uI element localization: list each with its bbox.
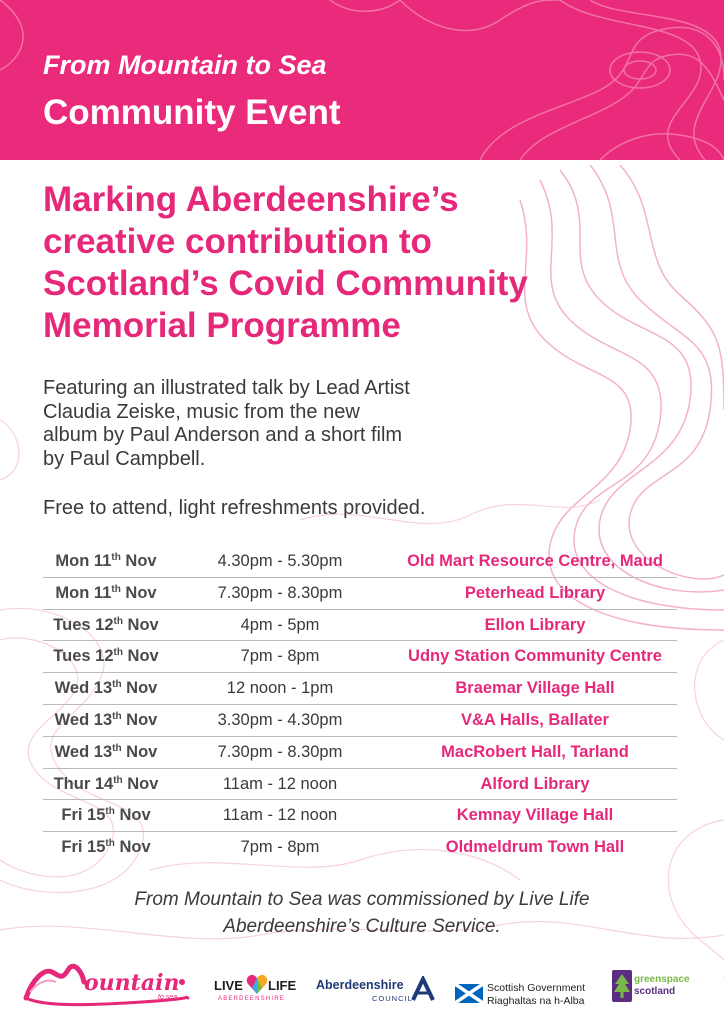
scotgov-name-gaelic: Riaghaltas na h-Alba	[487, 995, 585, 1007]
aberdeenshire-council-logo	[316, 976, 436, 1010]
greenspace-scotland-logo	[612, 970, 704, 1006]
event-schedule	[43, 546, 677, 864]
event-title: Community Event	[43, 93, 341, 132]
credit-line: Aberdeenshire’s Culture Service.	[223, 916, 501, 937]
saltire-flag-icon	[455, 984, 483, 1003]
intro-line: Featuring an illustrated talk by Lead Artist	[43, 377, 410, 399]
table-row	[43, 546, 677, 578]
mountain-logo-wordmark: ountain	[84, 970, 180, 996]
mountain-logo-tagline: to sea	[158, 994, 178, 1001]
event-venue: MacRobert Hall, Tarland	[441, 742, 629, 761]
event-date: Fri 15th Nov	[61, 838, 151, 857]
table-row	[43, 705, 677, 737]
headline-line: Scotland’s Covid Community	[43, 264, 528, 303]
event-date: Tues 12th Nov	[53, 647, 159, 666]
event-time: 4pm - 5pm	[240, 615, 320, 634]
event-date: Wed 13th Nov	[54, 710, 158, 729]
event-date: Wed 13th Nov	[54, 742, 158, 761]
event-series-title: From Mountain to Sea	[43, 50, 327, 80]
scotland-word: scotland	[634, 986, 676, 997]
event-date: Mon 11th Nov	[55, 583, 157, 602]
sponsor-logos	[0, 958, 724, 1024]
headline-line: Memorial Programme	[43, 306, 401, 345]
event-venue: Old Mart Resource Centre, Maud	[407, 552, 663, 570]
council-name: Aberdeenshire	[316, 978, 404, 992]
live-life-logo	[214, 972, 298, 1006]
event-time: 11am - 12 noon	[222, 774, 338, 793]
live-life-word-left: LIVE	[214, 978, 243, 993]
event-venue: Udny Station Community Centre	[408, 647, 662, 666]
commission-credit	[0, 886, 724, 940]
event-venue: Alford Library	[480, 774, 590, 793]
event-venue: Braemar Village Hall	[455, 679, 615, 698]
intro-paragraph	[43, 377, 483, 471]
greenspace-word: greenspace	[634, 974, 690, 985]
scotgov-name-english: Scottish Government	[487, 982, 586, 994]
event-time: 7.30pm - 8.30pm	[217, 742, 343, 761]
live-life-word-right: LIFE	[268, 978, 297, 993]
table-row	[43, 610, 677, 642]
table-row	[43, 737, 677, 769]
headline	[43, 179, 603, 347]
header-band	[0, 0, 724, 160]
event-venue: Kemnay Village Hall	[456, 806, 614, 825]
event-venue: Ellon Library	[484, 615, 586, 634]
event-date: Thur 14th Nov	[53, 774, 159, 793]
intro-line: album by Paul Anderson and a short film	[43, 424, 403, 446]
event-date: Mon 11th Nov	[55, 552, 157, 570]
table-row	[43, 800, 677, 832]
event-time: 7pm - 8pm	[240, 647, 320, 666]
greenspace-tree-icon	[612, 970, 632, 1002]
free-entry-note: Free to attend, light refreshments provided.	[43, 497, 426, 519]
event-venue: Peterhead Library	[464, 583, 606, 602]
event-time: 3.30pm - 4.30pm	[217, 710, 343, 729]
table-row	[43, 769, 677, 801]
event-date: Tues 12th Nov	[53, 615, 159, 634]
event-date: Wed 13th Nov	[54, 679, 158, 698]
council-label: COUNCIL	[372, 994, 413, 1003]
intro-line: by Paul Campbell.	[43, 447, 206, 470]
headline-line: Marking Aberdeenshire’s	[43, 180, 459, 219]
event-time: 4.30pm - 5.30pm	[217, 552, 343, 570]
table-row	[43, 832, 677, 864]
scottish-government-logo	[455, 982, 591, 1012]
event-time: 12 noon - 1pm	[226, 679, 334, 698]
intro-line: Claudia Zeiske, music from the new	[43, 400, 360, 423]
event-time: 7.30pm - 8.30pm	[217, 583, 343, 602]
event-venue: Oldmeldrum Town Hall	[445, 838, 625, 857]
event-time: 11am - 12 noon	[222, 806, 338, 825]
table-row	[43, 578, 677, 610]
live-life-subtitle: ABERDEENSHIRE	[218, 996, 285, 1002]
event-venue: V&A Halls, Ballater	[461, 710, 609, 729]
mountain-to-sea-logo	[22, 960, 190, 1016]
table-row	[43, 673, 677, 705]
council-a-icon	[410, 976, 436, 1002]
event-date: Fri 15th Nov	[61, 806, 151, 825]
event-time: 7pm - 8pm	[240, 838, 320, 857]
headline-line: creative contribution to	[43, 222, 432, 261]
credit-line: From Mountain to Sea was commissioned by Live Life	[134, 889, 590, 910]
live-life-heart-icon	[246, 972, 268, 996]
table-row	[43, 641, 677, 673]
